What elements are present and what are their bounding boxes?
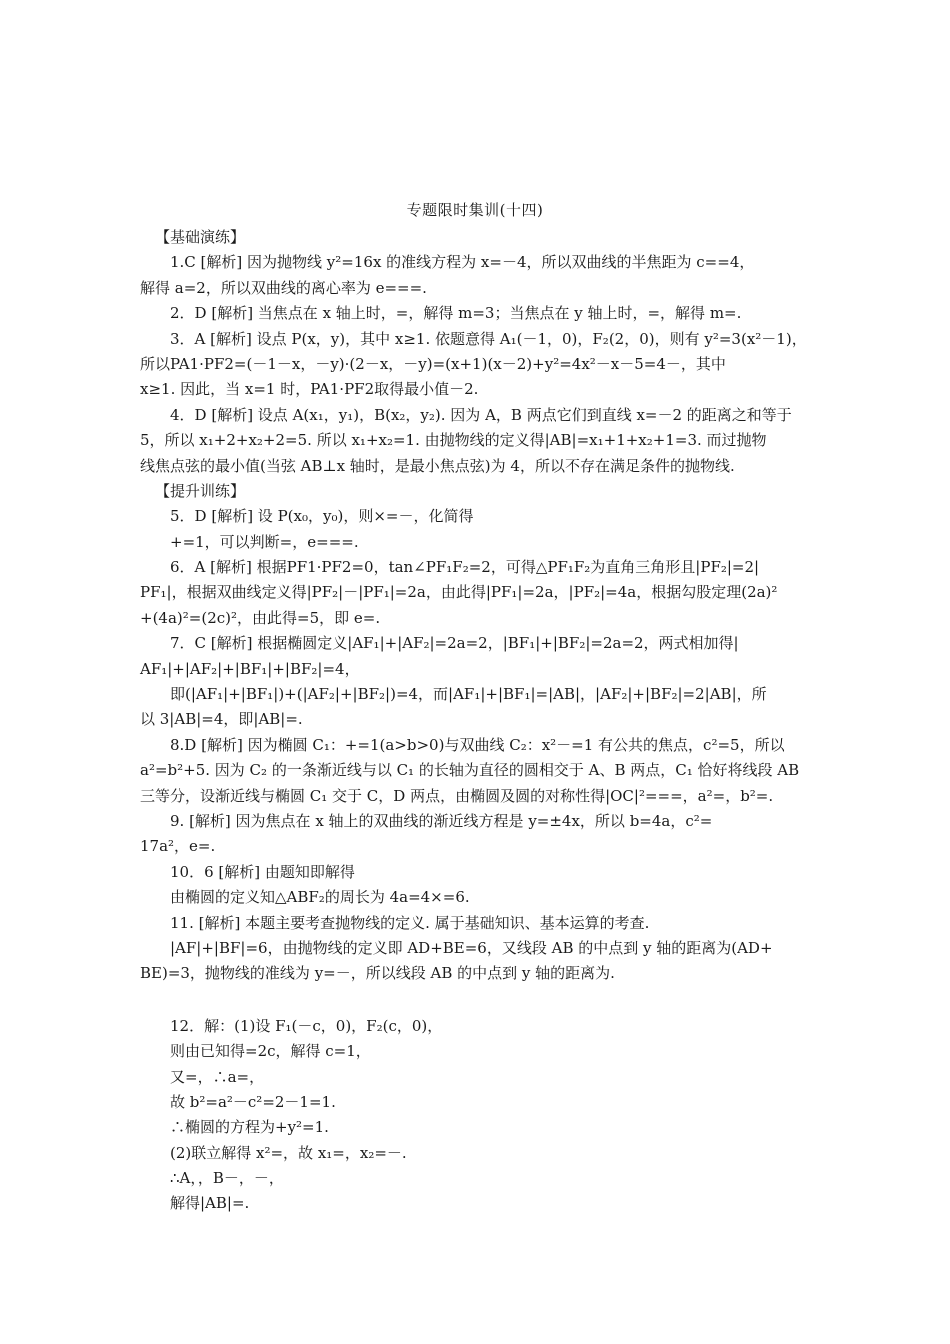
solution-line: ∴A，，B－，－， <box>170 1169 284 1188</box>
answer-line: 三等分，设渐近线与椭圆 C₁ 交于 C，D 两点，由椭圆及圆的对称性得|OC|²===，a²=，b²=. <box>140 786 774 805</box>
answer-line: a²=b²+5. 因为 C₂ 的一条渐近线与以 C₁ 的长轴为直径的圆相交于 A、B 两点，C₁ 恰好将线段 AB <box>140 761 800 780</box>
answer-line: 即(|AF₁|+|BF₁|)+(|AF₂|+|BF₂|)=4，而|AF₁|+|BF₁|=|AB|，|AF₂|+|BF₂|=2|AB|，所 <box>170 685 767 704</box>
answer-line: PF₁|，根据双曲线定义得|PF₂|－|PF₁|=2a，由此得|PF₁|=2a，|PF₂|=4a，根据勾股定理(2a)² <box>140 583 778 602</box>
answer-line: 解得 a=2，所以双曲线的离心率为 e===. <box>140 278 427 297</box>
answer-line: 以 3|AB|=4，即|AB|=. <box>140 710 303 729</box>
section-heading-basic: 【基础演练】 <box>155 228 246 246</box>
solution-line: 12．解：(1)设 F₁(－c，0)，F₂(c，0)， <box>170 1016 443 1035</box>
answer-line: AF₁|+|AF₂|+|BF₁|+|BF₂|=4， <box>140 659 360 678</box>
document-body <box>140 225 820 1217</box>
answer-line: 17a²，e=. <box>140 837 216 856</box>
answer-line: 9. [解析] 因为焦点在 x 轴上的双曲线的渐近线方程是 y=±4x，所以 b=4a，c²= <box>170 811 713 830</box>
paragraph-gap <box>140 987 820 1014</box>
answer-line: 3．A [解析] 设点 P(x，y)，其中 x≥1. 依题意得 A₁(－1，0)，F₂(2，0)，则有 y²=3(x²－1)， <box>170 329 807 348</box>
solution-line: 解得|AB|=. <box>170 1194 250 1213</box>
answer-line: 由椭圆的定义知△ABF₂的周长为 4a=4×=6. <box>170 888 470 907</box>
document-title: 专题限时集训(十四) <box>406 201 544 219</box>
answer-line: 11. [解析] 本题主要考查抛物线的定义. 属于基础知识、基本运算的考查. <box>170 913 650 932</box>
solution-line: ∴椭圆的方程为+y²=1. <box>170 1118 329 1137</box>
answer-line: |AF|+|BF|=6，由抛物线的定义即 AD+BE=6，又线段 AB 的中点到 y 轴的距离为(AD+ <box>170 938 773 957</box>
answer-line: x≥1. 因此，当 x=1 时，PA1·PF2取得最小值－2. <box>140 380 479 399</box>
answer-line: 5．D [解析] 设 P(x₀，y₀)，则×=－，化简得 <box>170 507 474 526</box>
answer-line: 4．D [解析] 设点 A(x₁，y₁)，B(x₂，y₂). 因为 A，B 两点它们到直线 x=－2 的距离之和等于 <box>170 405 792 424</box>
solution-line: 又=，∴a=， <box>170 1067 265 1086</box>
answer-line: 5，所以 x₁+2+x₂+2=5. 所以 x₁+x₂=1. 由抛物线的定义得|AB|=x₁+1+x₂+1=3. 而过抛物 <box>140 431 767 450</box>
answer-line: 所以PA1·PF2=(－1－x，－y)·(2－x，－y)=(x+1)(x－2)+y²=4x²－x－5=4－，其中 <box>140 354 726 373</box>
answer-line: 10．6 [解析] 由题知即解得 <box>170 862 355 881</box>
answer-line: +=1，可以判断=，e===. <box>170 532 359 551</box>
answer-line: 7．C [解析] 根据椭圆定义|AF₁|+|AF₂|=2a=2，|BF₁|+|BF₂|=2a=2，两式相加得| <box>170 634 739 653</box>
solution-line: 故 b²=a²－c²=2－1=1. <box>170 1092 336 1111</box>
answer-line: 2．D [解析] 当焦点在 x 轴上时，=，解得 m=3；当焦点在 y 轴上时，=，解得 m=. <box>170 304 742 323</box>
answer-line: +(4a)²=(2c)²，由此得=5，即 e=. <box>140 608 381 627</box>
answer-line: 线焦点弦的最小值(当弦 AB⊥x 轴时，是最小焦点弦)为 4，所以不存在满足条件的抛物线. <box>140 456 735 475</box>
answer-line: 1.C [解析] 因为抛物线 y²=16x 的准线方程为 x=－4，所以双曲线的半焦距为 c==4， <box>170 253 755 272</box>
solution-line: (2)联立解得 x²=，故 x₁=，x₂=－. <box>170 1143 407 1162</box>
answer-line: 8.D [解析] 因为椭圆 C₁：+=1(a>b>0)与双曲线 C₂：x²－=1 有公共的焦点，c²=5，所以 <box>170 735 785 754</box>
solution-line: 则由已知得=2c，解得 c=1， <box>170 1042 371 1061</box>
answer-line: 6．A [解析] 根据PF1·PF2=0，tan∠PF₁F₂=2，可得△PF₁F₂为直角三角形且|PF₂|=2| <box>170 558 760 577</box>
section-heading-advanced: 【提升训练】 <box>155 481 246 500</box>
answer-line: BE)=3，抛物线的准线为 y=－，所以线段 AB 的中点到 y 轴的距离为. <box>140 964 615 983</box>
